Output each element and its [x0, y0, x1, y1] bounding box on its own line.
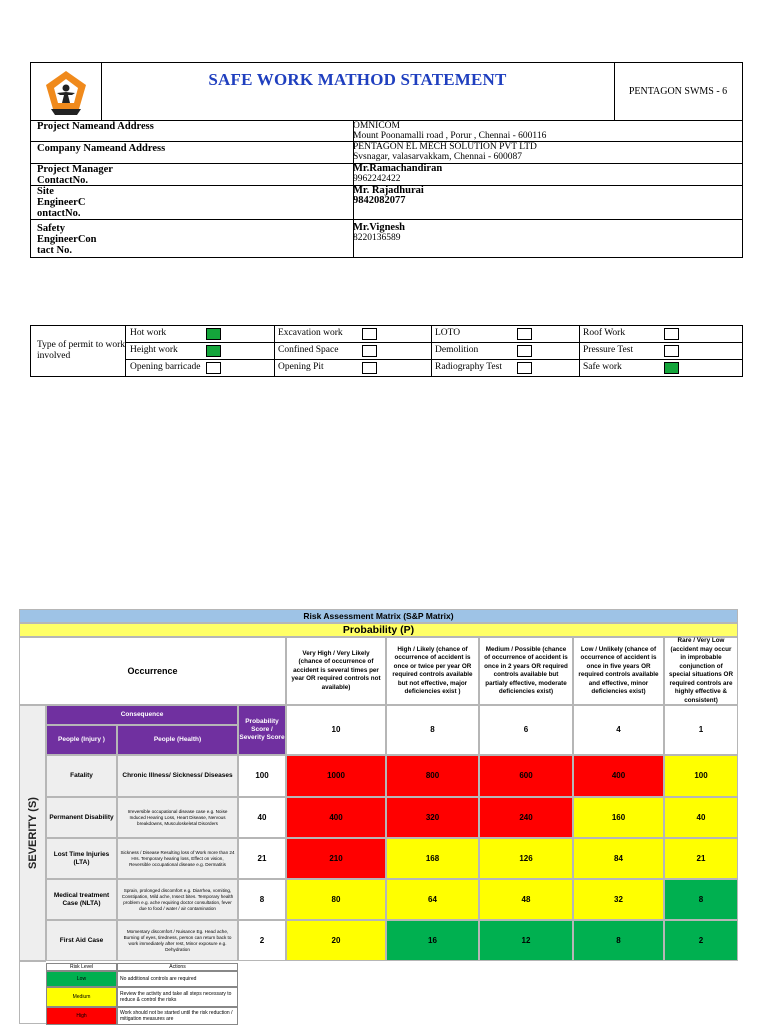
- site-engineer-label: EngineerC: [37, 197, 86, 208]
- probability-header: Probability (P): [19, 623, 738, 637]
- risk-score-cell: 21: [664, 838, 738, 879]
- consequence-health: Irreversible occupational disease case e.g. Noise Induced Hearing Loss, Heart Disease, Nervous breakdowns, Musculoskeletal Disorders: [117, 797, 238, 838]
- severity-score: 8: [238, 879, 286, 920]
- consequence-health: Sprain, prolonged discomfort e.g. Diarrhea, vomiting, Constipation, Mild ache, Insect bites. Temporary health problem e.g. ache requiring doctor consultation, fever due to food / water / air contamination: [117, 879, 238, 920]
- severity-score: 2: [238, 920, 286, 961]
- company-name: PENTAGON EL MECH SOLUTION PVT LTD: [353, 142, 537, 152]
- document-title: SAFE WORK MATHOD STATEMENT: [208, 70, 507, 89]
- permit-option-label: Roof Work: [583, 328, 626, 338]
- risk-score-cell: 1000: [286, 755, 386, 797]
- legend-action: Work should not be started until the risk reduction / mitigation measures are: [117, 1007, 238, 1025]
- project-manager-name: Mr.Ramachandiran: [353, 163, 443, 174]
- permit-column: [126, 326, 275, 376]
- permit-option: [431, 343, 579, 360]
- risk-score-cell: 168: [386, 838, 479, 879]
- risk-score-cell: 20: [286, 920, 386, 961]
- header-title-row: [31, 63, 742, 121]
- permit-option-label: LOTO: [435, 328, 461, 338]
- safety-engineer-phone: 8220136589: [353, 233, 401, 243]
- site-engineer-phone: 9842082077: [353, 195, 406, 206]
- permit-checkbox[interactable]: [362, 362, 377, 374]
- people-health-header: People (Health): [117, 725, 238, 755]
- permit-checkbox[interactable]: [517, 362, 532, 374]
- probability-level-header: Medium / Possible (chance of occurrence of accident is once in 2 years OR required controls available but partialy effective, moderate deficiencies exist): [479, 637, 573, 705]
- permit-option-label: Pressure Test: [583, 345, 634, 355]
- permit-option-label: Excavation work: [278, 328, 343, 338]
- probability-level-header: High / Likely (chance of occurrence of accident is once or twice per year OR required controls available but not effective, major deficiencies exist ): [386, 637, 479, 705]
- safety-label: Safety: [37, 223, 65, 234]
- permit-checkbox[interactable]: [206, 345, 221, 357]
- permit-option-label: Hot work: [130, 328, 167, 338]
- probability-level-header: Rare / Very Low (accident may occur in improbable conjunction of special situations OR required controls are highly effective & consistent): [664, 637, 738, 705]
- document-title-cell: [101, 63, 615, 120]
- consequence-header: Consequence: [46, 705, 238, 725]
- project-manager-phone: 9962242422: [353, 174, 401, 184]
- permit-type-label: Type of permit to work involved: [31, 326, 126, 376]
- permit-option-label: Safe work: [583, 362, 622, 372]
- permit-option-label: Radiography Test: [435, 362, 502, 372]
- risk-score-cell: 600: [479, 755, 573, 797]
- people-injury-header: People (Injury ): [46, 725, 117, 755]
- risk-score-cell: 2: [664, 920, 738, 961]
- legend-level: High: [46, 1007, 117, 1025]
- risk-score-cell: 80: [286, 879, 386, 920]
- probability-score-header: Probability Score / Severity Score: [238, 705, 286, 755]
- project-label: Project Nameand Address: [31, 120, 354, 141]
- severity-score: 21: [238, 838, 286, 879]
- risk-score-cell: 84: [573, 838, 664, 879]
- permit-option: [126, 326, 274, 343]
- company-label: Company Nameand Address: [31, 141, 354, 163]
- permit-option: [431, 360, 579, 376]
- risk-score-cell: 12: [479, 920, 573, 961]
- risk-score-cell: 320: [386, 797, 479, 838]
- risk-score-cell: 48: [479, 879, 573, 920]
- consequence-injury: First Aid Case: [46, 920, 117, 961]
- permit-option-label: Opening barricade: [130, 362, 201, 372]
- safety-engineer-name: Mr.Vignesh: [353, 222, 406, 233]
- legend-level-header: Risk Level: [46, 963, 117, 971]
- permit-option: [579, 343, 742, 360]
- project-name: OMNICOM: [353, 121, 400, 131]
- consequence-health: Sickness / Disease Resulting loss of Work more than 24 Hrs. Temporary hearing loss, Effect on vision, Reversible occupational disease e.g. Dermatitis: [117, 838, 238, 879]
- severity-label: SEVERITY (S): [26, 797, 39, 869]
- probability-level-header: Very High / Very Likely (chance of occurrence of accident is several times per year OR required controls not available): [286, 637, 386, 705]
- permit-column: [274, 326, 432, 376]
- probability-level-header: Low / Unlikely (chance of occurrence of accident is once in five years OR required controls available and effective, minor deficiencies exist): [573, 637, 664, 705]
- risk-score-cell: 100: [664, 755, 738, 797]
- probability-score: 8: [386, 705, 479, 755]
- safety-engineer-row: [31, 219, 742, 257]
- permit-checkbox[interactable]: [664, 345, 679, 357]
- consequence-health: Chronic Illness/ Sickness/ Diseases: [117, 755, 238, 797]
- project-address: Mount Poonamalli road , Porur , Chennai - 600116: [353, 131, 547, 141]
- probability-score: 1: [664, 705, 738, 755]
- risk-score-cell: 40: [664, 797, 738, 838]
- consequence-injury: Lost Time Injuries (LTA): [46, 838, 117, 879]
- pentagon-logo-icon: [31, 63, 101, 120]
- legend-action: No additional controls are required: [117, 971, 238, 987]
- matrix-title: Risk Assessment Matrix (S&P Matrix): [19, 609, 738, 623]
- probability-score: 10: [286, 705, 386, 755]
- risk-score-cell: 400: [286, 797, 386, 838]
- permit-checkbox[interactable]: [206, 328, 221, 340]
- risk-score-cell: 800: [386, 755, 479, 797]
- permit-checkbox[interactable]: [664, 362, 679, 374]
- consequence-injury: Permanent Disability: [46, 797, 117, 838]
- safety-contact-label: tact No.: [37, 245, 72, 256]
- legend-spacer: [19, 961, 46, 1024]
- legend-action: Review the activity and take all steps necessary to reduce & control the risks: [117, 987, 238, 1007]
- site-engineer-name: Mr. Rajadhurai: [353, 185, 424, 196]
- project-manager-row: [31, 163, 742, 186]
- contact-label: ContactNo.: [37, 175, 89, 186]
- severity-score: 40: [238, 797, 286, 838]
- permit-checkbox[interactable]: [664, 328, 679, 340]
- risk-score-cell: 8: [664, 879, 738, 920]
- risk-score-cell: 400: [573, 755, 664, 797]
- risk-score-cell: 126: [479, 838, 573, 879]
- company-logo: [31, 63, 102, 120]
- severity-score: 100: [238, 755, 286, 797]
- permit-option: [579, 326, 742, 343]
- permit-checkbox[interactable]: [362, 328, 377, 340]
- probability-score: 6: [479, 705, 573, 755]
- permit-option: [431, 326, 579, 343]
- permit-option: [274, 343, 431, 360]
- permit-option-label: Demolition: [435, 345, 479, 355]
- document-code: PENTAGON SWMS - 6: [628, 86, 728, 97]
- company-address: Svsnagar, valasarvakkam, Chennai - 600087: [353, 152, 522, 162]
- severity-axis: [19, 705, 46, 961]
- permit-column: [579, 326, 742, 376]
- permit-option: [274, 326, 431, 343]
- risk-score-cell: 64: [386, 879, 479, 920]
- risk-score-cell: 32: [573, 879, 664, 920]
- site-engineer-row: [31, 185, 742, 220]
- permit-checkbox[interactable]: [206, 362, 221, 374]
- project-info-table: [30, 62, 743, 258]
- site-contact-label: ontactNo.: [37, 208, 81, 219]
- permit-column: [431, 326, 580, 376]
- occurrence-label: Occurrence: [19, 637, 286, 705]
- legend-level: Medium: [46, 987, 117, 1007]
- probability-score: 4: [573, 705, 664, 755]
- permit-option: [126, 343, 274, 360]
- permit-option: [579, 360, 742, 376]
- safety-engineer-label: EngineerCon: [37, 234, 97, 245]
- permit-checkbox[interactable]: [517, 345, 532, 357]
- risk-score-cell: 8: [573, 920, 664, 961]
- permit-checkbox[interactable]: [362, 345, 377, 357]
- permit-option-label: Opening Pit: [278, 362, 324, 372]
- permit-type-table: [30, 325, 743, 377]
- legend-actions-header: Actions: [117, 963, 238, 971]
- risk-score-cell: 210: [286, 838, 386, 879]
- consequence-injury: Medical treatment Case (NLTA): [46, 879, 117, 920]
- company-row: [31, 141, 742, 164]
- permit-option-label: Height work: [130, 345, 178, 355]
- permit-checkbox[interactable]: [517, 328, 532, 340]
- risk-score-cell: 240: [479, 797, 573, 838]
- permit-option: [274, 360, 431, 376]
- risk-assessment-matrix: [19, 609, 738, 1024]
- legend-level: Low: [46, 971, 117, 987]
- site-label: Site: [37, 186, 54, 197]
- permit-option-label: Confined Space: [278, 345, 339, 355]
- risk-score-cell: 16: [386, 920, 479, 961]
- project-row: [31, 120, 742, 142]
- permit-option: [126, 360, 274, 376]
- risk-score-cell: 160: [573, 797, 664, 838]
- consequence-injury: Fatality: [46, 755, 117, 797]
- project-manager-label: Project Manager: [37, 164, 113, 175]
- consequence-health: Momentary discomfort / Nuisance Eg. Head ache, Burning of eyes, tiredness, person can return back to work immediately after rest, Minor exposure e.g. Dehydration: [117, 920, 238, 961]
